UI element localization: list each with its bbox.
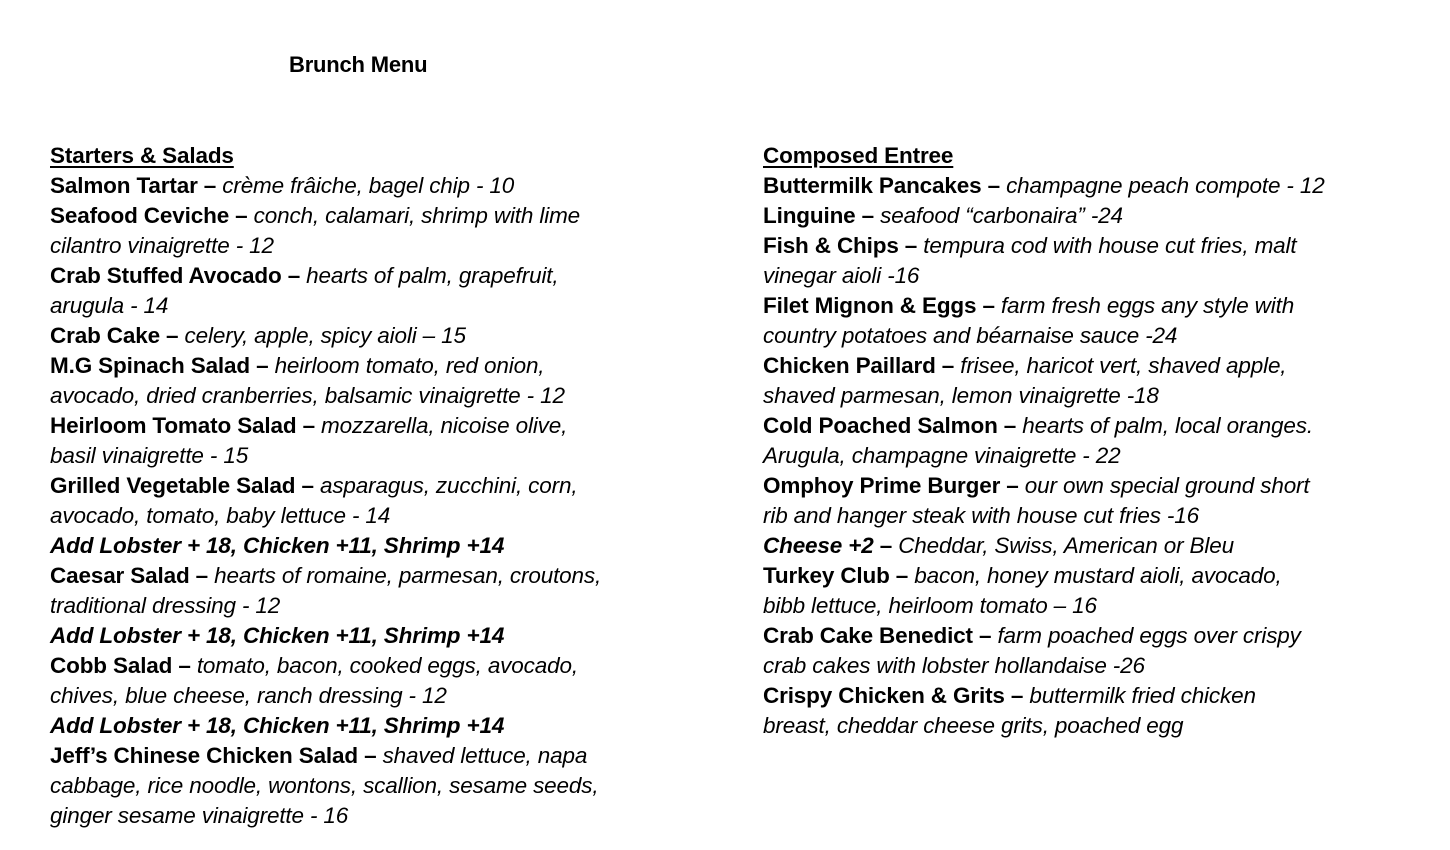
- add-on-line: [50, 711, 740, 741]
- menu-item-line: [763, 411, 1443, 441]
- item-description: celery, apple, spicy aioli – 15: [184, 323, 466, 348]
- item-name: Salmon Tartar –: [50, 173, 223, 198]
- menu-item-line: [50, 771, 740, 801]
- menu-item-line: [763, 231, 1443, 261]
- item-name: Cold Poached Salmon –: [763, 413, 1023, 438]
- menu-item-line: [50, 291, 740, 321]
- item-description: bibb lettuce, heirloom tomato – 16: [763, 593, 1097, 618]
- item-name: Crab Cake –: [50, 323, 185, 348]
- item-name: Heirloom Tomato Salad –: [50, 413, 322, 438]
- item-name: –: [873, 533, 899, 558]
- item-name: Crab Cake Benedict –: [763, 623, 998, 648]
- item-name: Filet Mignon & Eggs –: [763, 293, 1001, 318]
- item-description: shaved lettuce, napa: [382, 743, 588, 768]
- menu-item-line: [50, 171, 740, 201]
- item-description: hearts of palm, local oranges.: [1022, 413, 1313, 438]
- item-description: cilantro vinaigrette - 12: [50, 233, 274, 258]
- add-on-line: [50, 621, 740, 651]
- item-description: crème frâiche, bagel chip - 10: [222, 173, 515, 198]
- menu-item-line: [50, 681, 740, 711]
- item-description: breast, cheddar cheese grits, poached egg: [763, 713, 1184, 738]
- add-on-text: Add Lobster + 18, Chicken +11, Shrimp +14: [50, 623, 505, 648]
- item-description: avocado, tomato, baby lettuce - 14: [50, 503, 391, 528]
- starters-salads-column: [50, 141, 740, 831]
- item-name: Caesar Salad –: [50, 563, 215, 588]
- menu-item-line: [50, 591, 740, 621]
- item-description: crab cakes with lobster hollandaise -26: [763, 653, 1145, 678]
- item-name: Fish & Chips –: [763, 233, 924, 258]
- section-heading: Composed Entree: [763, 143, 954, 168]
- item-name: M.G Spinach Salad –: [50, 353, 275, 378]
- item-name: Buttermilk Pancakes –: [763, 173, 1007, 198]
- menu-item-line: [50, 381, 740, 411]
- menu-item-line: [763, 651, 1443, 681]
- item-description: cabbage, rice noodle, wontons, scallion, sesame seeds,: [50, 773, 599, 798]
- menu-item-line: [50, 651, 740, 681]
- item-description: our own special ground short: [1024, 473, 1310, 498]
- menu-item-line: [763, 201, 1443, 231]
- item-name: Crispy Chicken & Grits –: [763, 683, 1030, 708]
- add-on-text: Add Lobster + 18, Chicken +11, Shrimp +14: [50, 533, 505, 558]
- menu-item-line: [763, 591, 1443, 621]
- menu-title: Brunch Menu: [289, 52, 428, 77]
- item-description: farm fresh eggs any style with: [1000, 293, 1295, 318]
- menu-item-line: [50, 231, 740, 261]
- menu-item-line: [763, 261, 1443, 291]
- item-description: mozzarella, nicoise olive,: [321, 413, 568, 438]
- menu-item-line: [763, 621, 1443, 651]
- item-description: seafood “carbonaira” -24: [880, 203, 1123, 228]
- add-on-line: [50, 531, 740, 561]
- menu-item-line: [763, 471, 1443, 501]
- item-description: ginger sesame vinaigrette - 16: [50, 803, 349, 828]
- item-description: frisee, haricot vert, shaved apple,: [960, 353, 1287, 378]
- menu-item-line: [50, 321, 740, 351]
- item-name: Grilled Vegetable Salad –: [50, 473, 320, 498]
- menu-item-line: [50, 351, 740, 381]
- item-description: asparagus, zucchini, corn,: [319, 473, 578, 498]
- item-description: heirloom tomato, red onion,: [274, 353, 545, 378]
- item-description: bacon, honey mustard aioli, avocado,: [914, 563, 1282, 588]
- item-description: Cheddar, Swiss, American or Bleu: [898, 533, 1234, 558]
- menu-item-line: [763, 441, 1443, 471]
- add-on-text: Add Lobster + 18, Chicken +11, Shrimp +14: [50, 713, 505, 738]
- menu-item-line: [50, 261, 740, 291]
- item-description: shaved parmesan, lemon vinaigrette -18: [763, 383, 1159, 408]
- menu-item-line: [763, 711, 1443, 741]
- item-description: tomato, bacon, cooked eggs, avocado,: [196, 653, 578, 678]
- item-description: tempura cod with house cut fries, malt: [923, 233, 1297, 258]
- menu-item-line: [50, 501, 740, 531]
- item-name: Omphoy Prime Burger –: [763, 473, 1025, 498]
- item-description: champagne peach compote - 12: [1006, 173, 1325, 198]
- item-description: country potatoes and béarnaise sauce -24: [763, 323, 1178, 348]
- menu-item-line: [763, 171, 1443, 201]
- menu-item-line: [50, 201, 740, 231]
- item-name: Crab Stuffed Avocado –: [50, 263, 307, 288]
- item-description: farm poached eggs over crispy: [997, 623, 1301, 648]
- menu-item-line: [763, 561, 1443, 591]
- item-description: vinegar aioli -16: [763, 263, 920, 288]
- menu-item-line: [763, 351, 1443, 381]
- item-description: arugula - 14: [50, 293, 169, 318]
- item-description: conch, calamari, shrimp with lime: [253, 203, 581, 228]
- menu-item-line: [50, 801, 740, 831]
- item-name: Chicken Paillard –: [763, 353, 961, 378]
- menu-item-line: [763, 291, 1443, 321]
- item-name: Turkey Club –: [763, 563, 915, 588]
- menu-item-line: [763, 321, 1443, 351]
- item-name: Seafood Ceviche –: [50, 203, 254, 228]
- item-description: Arugula, champagne vinaigrette - 22: [763, 443, 1121, 468]
- item-description: avocado, dried cranberries, balsamic vinaigrette - 12: [50, 383, 565, 408]
- add-on-text: Cheese +2: [763, 533, 874, 558]
- menu-item-line: [763, 501, 1443, 531]
- item-name: Linguine –: [763, 203, 881, 228]
- item-description: buttermilk fried chicken: [1029, 683, 1256, 708]
- menu-item-line: [50, 741, 740, 771]
- section-heading: Starters & Salads: [50, 143, 234, 168]
- item-description: hearts of palm, grapefruit,: [306, 263, 559, 288]
- item-description: basil vinaigrette - 15: [50, 443, 249, 468]
- menu-item-line: [50, 411, 740, 441]
- menu-item-line: [763, 681, 1443, 711]
- menu-item-line: [763, 381, 1443, 411]
- item-description: rib and hanger steak with house cut fries -16: [763, 503, 1199, 528]
- item-name: Cobb Salad –: [50, 653, 197, 678]
- item-description: traditional dressing - 12: [50, 593, 281, 618]
- item-description: hearts of romaine, parmesan, croutons,: [214, 563, 602, 588]
- menu-item-line: [50, 471, 740, 501]
- item-description: chives, blue cheese, ranch dressing - 12: [50, 683, 447, 708]
- menu-item-line: [50, 441, 740, 471]
- menu-item-line: [763, 531, 1443, 561]
- composed-entree-column: [763, 141, 1443, 741]
- item-name: Jeff’s Chinese Chicken Salad –: [50, 743, 383, 768]
- menu-item-line: [50, 561, 740, 591]
